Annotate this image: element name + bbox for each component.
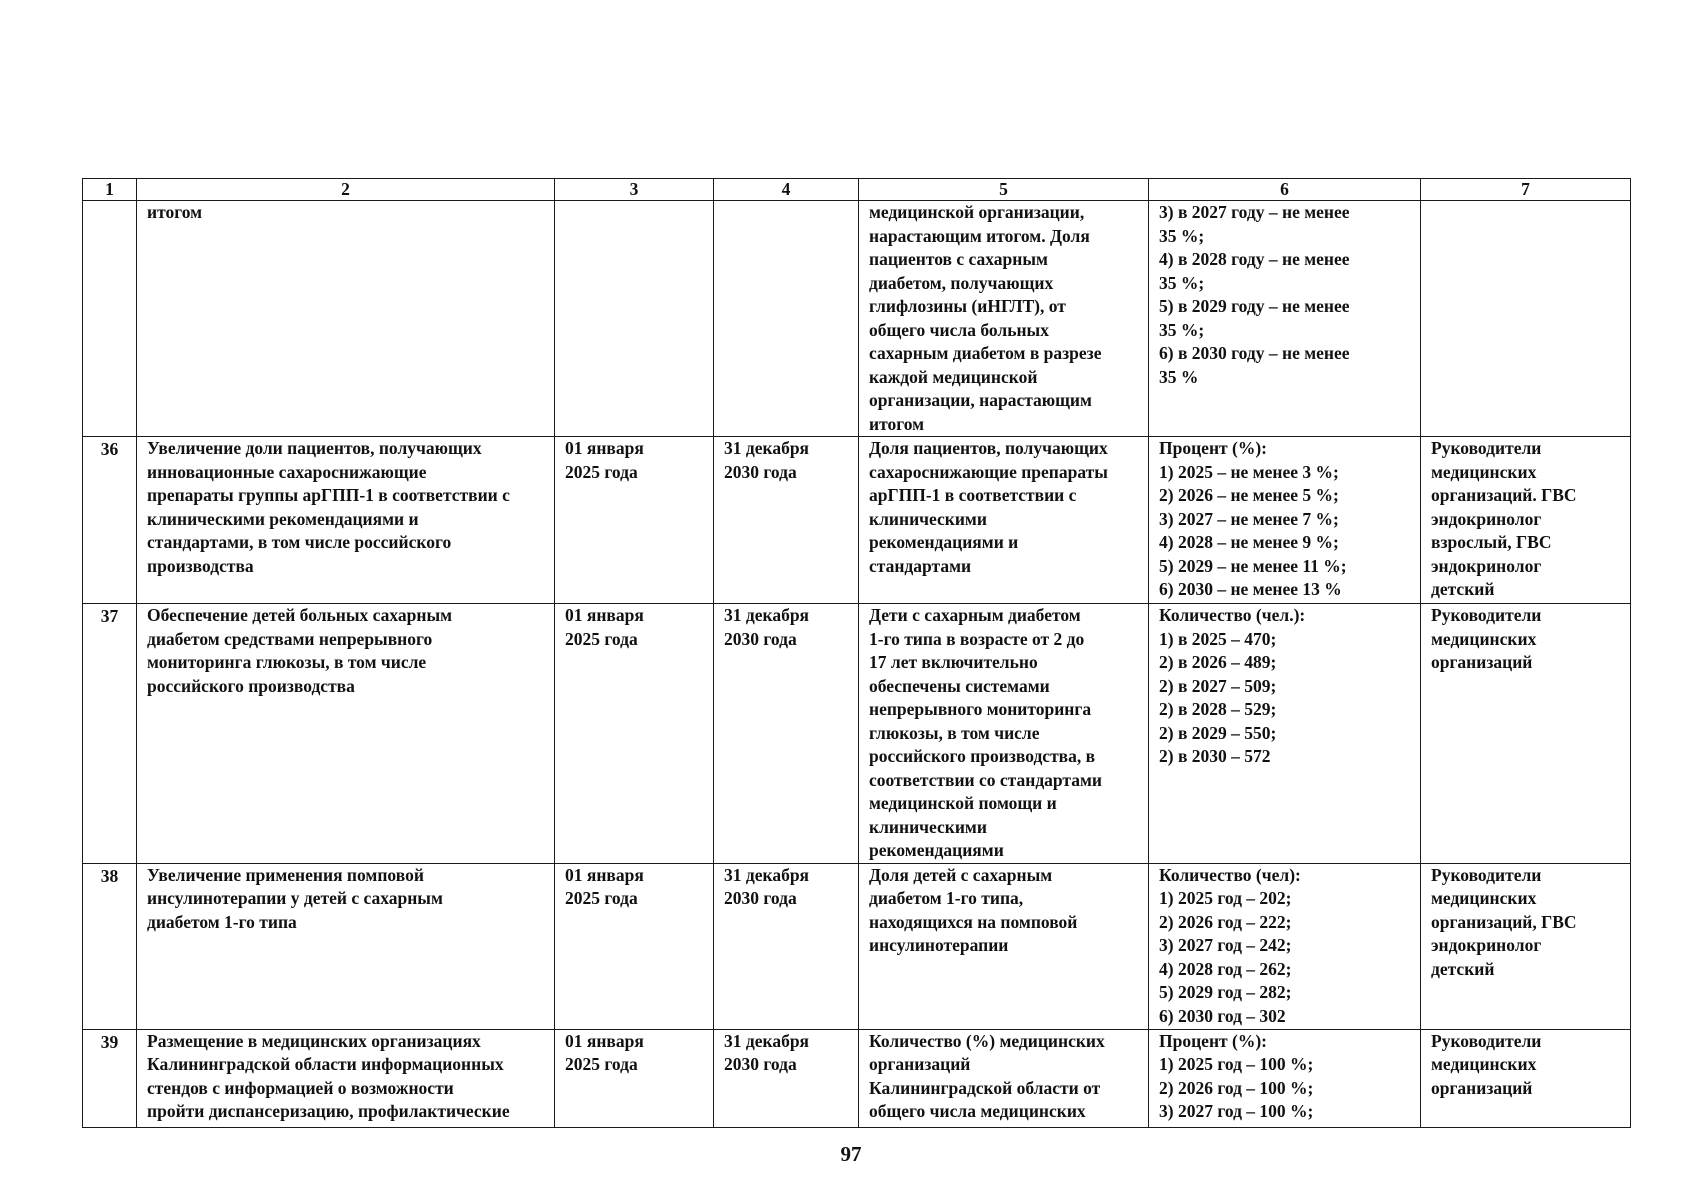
cell-text-line: диабетом 1-го типа,: [869, 888, 1024, 908]
cell-text-line: клиническими: [869, 508, 987, 529]
cell-text-line: соответствии со стандартами: [869, 769, 1102, 790]
target-values-cell: [1149, 1029, 1421, 1127]
cell-text-line: 2) 2026 год – 222;: [1159, 911, 1292, 932]
cell-text-line: пациентов с сахарным: [869, 249, 1048, 269]
task-cell: [137, 604, 555, 864]
cell-text-line: 2) в 2029 – 550;: [1159, 722, 1277, 743]
cell-text-line: обеспечены системами: [869, 675, 1050, 696]
table-row: [83, 437, 1631, 604]
cell-text-line: инновационные сахароснижающие: [147, 461, 427, 482]
cell-text-line: каждой медицинской: [869, 366, 1038, 387]
cell-text-line: диабетом 1-го типа: [147, 911, 297, 932]
table-row: [83, 863, 1631, 1029]
cell-text-line: 2025 года: [565, 461, 638, 482]
cell-text-line: стандартами, в том числе российского: [147, 532, 452, 552]
cell-text-line: 01 января: [565, 438, 644, 458]
cell-text-line: 3) в 2027 году – не менее: [1159, 202, 1350, 222]
cell-text-line: непрерывного мониторинга: [869, 699, 1092, 719]
cell-text-line: рекомендациями и: [869, 532, 1019, 552]
task-cell: [137, 863, 555, 1029]
cell-text-line: общего числа больных: [869, 319, 1049, 340]
cell-text-line: 2) 2026 – не менее 5 %;: [1159, 485, 1339, 505]
cell-text-line: инсулинотерапии у детей с сахарным: [147, 888, 443, 908]
target-values-cell: [1149, 863, 1421, 1029]
cell-text-line: пройти диспансеризацию, профилактические: [147, 1101, 510, 1121]
responsible-cell: [1421, 863, 1631, 1029]
cell-text-line: 2030 года: [724, 628, 797, 649]
header-cell: 2: [137, 179, 555, 201]
cell-text-line: 2030 года: [724, 461, 797, 482]
cell-text-line: медицинских: [1431, 461, 1537, 482]
cell-text-line: находящихся на помповой: [869, 911, 1078, 932]
cell-text-line: Увеличение применения помповой: [147, 864, 424, 885]
cell-text-line: Количество (чел.):: [1159, 605, 1306, 625]
indicator-cell: [859, 604, 1149, 864]
cell-text-line: 5) 2029 год – 282;: [1159, 982, 1292, 1002]
cell-text-line: 2) в 2027 – 509;: [1159, 675, 1277, 696]
cell-text-line: итогом: [869, 413, 925, 434]
cell-text-line: 1) 2025 год – 202;: [1159, 888, 1292, 908]
cell-text-line: медицинских: [1431, 888, 1537, 908]
cell-text-line: 2030 года: [724, 1054, 797, 1074]
cell-text-line: организаций: [1431, 1077, 1533, 1098]
cell-text-line: Количество (чел):: [1159, 864, 1301, 885]
cell-text-line: глифлозины (иНГЛТ), от: [869, 296, 1066, 316]
cell-text-line: Дети с сахарным диабетом: [869, 605, 1081, 625]
responsible-cell: [1421, 604, 1631, 864]
cell-text-line: 01 января: [565, 1030, 644, 1051]
cell-text-line: 3) 2027 год – 100 %;: [1159, 1101, 1314, 1121]
cell-text-line: арГПП-1 в соответствии с: [869, 485, 1077, 505]
cell-text-line: 5) 2029 – не менее 11 %;: [1159, 555, 1347, 576]
cell-text-line: 31 декабря: [724, 1030, 810, 1051]
cell-text-line: Руководители: [1431, 605, 1542, 625]
cell-text-line: 1) в 2025 – 470;: [1159, 628, 1277, 649]
cell-text-line: эндокринолог: [1431, 508, 1542, 529]
header-row: [83, 179, 1631, 201]
start-date-cell: [555, 201, 714, 437]
target-values-cell: [1149, 604, 1421, 864]
cell-text-line: российского производства, в: [869, 746, 1096, 766]
cell-text-line: 31 декабря: [724, 864, 810, 885]
cell-text-line: 3) 2027 год – 242;: [1159, 935, 1292, 955]
cell-text-line: производства: [147, 555, 254, 576]
cell-text-line: медицинских: [1431, 628, 1537, 649]
start-date-cell: [555, 437, 714, 604]
cell-text-line: Руководители: [1431, 438, 1542, 458]
cell-text-line: 1) 2025 год – 100 %;: [1159, 1054, 1314, 1074]
cell-text-line: 2) в 2028 – 529;: [1159, 699, 1277, 719]
responsible-cell: [1421, 201, 1631, 437]
header-cell: 7: [1421, 179, 1631, 201]
task-cell: [137, 437, 555, 604]
cell-text-line: детский: [1431, 958, 1495, 979]
indicator-cell: [859, 437, 1149, 604]
cell-text-line: сахароснижающие препараты: [869, 461, 1108, 482]
table-row: [83, 604, 1631, 864]
end-date-cell: [714, 604, 859, 864]
indicator-cell: [859, 1029, 1149, 1127]
cell-text-line: организаций: [1431, 652, 1533, 672]
cell-text-line: 6) в 2030 году – не менее: [1159, 343, 1350, 363]
cell-text-line: российского производства: [147, 675, 355, 696]
cell-text-line: эндокринолог: [1431, 555, 1542, 576]
cell-text-line: нарастающим итогом. Доля: [869, 225, 1090, 246]
cell-text-line: 17 лет включительно: [869, 652, 1038, 672]
row-number-cell: [83, 201, 137, 437]
table-body: [83, 201, 1631, 1128]
cell-text-line: стандартами: [869, 555, 972, 576]
cell-text-line: медицинской помощи и: [869, 793, 1057, 813]
cell-text-line: взрослый, ГВС: [1431, 532, 1552, 552]
cell-text-line: глюкозы, в том числе: [869, 722, 1040, 743]
row-number-cell: 36: [83, 437, 137, 604]
cell-text-line: 2025 года: [565, 1054, 638, 1074]
end-date-cell: [714, 437, 859, 604]
cell-text-line: 35 %;: [1159, 225, 1205, 246]
cell-text-line: эндокринолог: [1431, 935, 1542, 955]
cell-text-line: 6) 2030 – не менее 13 %: [1159, 579, 1342, 599]
cell-text-line: 35 %;: [1159, 319, 1205, 340]
cell-text-line: 2030 года: [724, 888, 797, 908]
cell-text-line: рекомендациями: [869, 840, 1004, 860]
cell-text-line: итогом: [147, 202, 203, 222]
end-date-cell: [714, 1029, 859, 1127]
header-cell: 3: [555, 179, 714, 201]
target-values-cell: [1149, 201, 1421, 437]
indicator-cell: [859, 863, 1149, 1029]
cell-text-line: 01 января: [565, 864, 644, 885]
plan-table: [82, 178, 1631, 1128]
cell-text-line: организации, нарастающим: [869, 390, 1092, 410]
start-date-cell: [555, 1029, 714, 1127]
indicator-cell: [859, 201, 1149, 437]
cell-text-line: 6) 2030 год – 302: [1159, 1005, 1286, 1026]
cell-text-line: 01 января: [565, 605, 644, 625]
cell-text-line: Количество (%) медицинских: [869, 1030, 1105, 1051]
cell-text-line: Калининградской области от: [869, 1077, 1101, 1098]
cell-text-line: 2025 года: [565, 888, 638, 908]
cell-text-line: 3) 2027 – не менее 7 %;: [1159, 508, 1339, 529]
cell-text-line: инсулинотерапии: [869, 935, 1009, 955]
cell-text-line: диабетом, получающих: [869, 272, 1054, 293]
cell-text-line: 35 %: [1159, 366, 1199, 387]
cell-text-line: организаций. ГВС: [1431, 485, 1577, 505]
cell-text-line: 2025 года: [565, 628, 638, 649]
responsible-cell: [1421, 437, 1631, 604]
cell-text-line: клиническими рекомендациями и: [147, 508, 419, 529]
table-row: [83, 1029, 1631, 1127]
cell-text-line: 35 %;: [1159, 272, 1205, 293]
row-number-cell: 39: [83, 1029, 137, 1127]
row-number-cell: 37: [83, 604, 137, 864]
task-cell: [137, 1029, 555, 1127]
row-number-cell: 38: [83, 863, 137, 1029]
header-cell: 5: [859, 179, 1149, 201]
cell-text-line: Руководители: [1431, 864, 1542, 885]
header-cell: 4: [714, 179, 859, 201]
cell-text-line: Увеличение доли пациентов, получающих: [147, 438, 482, 458]
cell-text-line: 5) в 2029 году – не менее: [1159, 296, 1350, 316]
cell-text-line: 2) 2026 год – 100 %;: [1159, 1077, 1314, 1098]
cell-text-line: 1-го типа в возрасте от 2 до: [869, 628, 1085, 649]
end-date-cell: [714, 863, 859, 1029]
cell-text-line: 31 декабря: [724, 605, 810, 625]
start-date-cell: [555, 604, 714, 864]
cell-text-line: 2) в 2030 – 572: [1159, 746, 1271, 766]
page-number: 97: [840, 1142, 862, 1166]
cell-text-line: препараты группы арГПП-1 в соответствии с: [147, 485, 510, 505]
cell-text-line: Руководители: [1431, 1030, 1542, 1051]
cell-text-line: 4) в 2028 году – не менее: [1159, 249, 1350, 269]
cell-text-line: 1) 2025 – не менее 3 %;: [1159, 461, 1339, 482]
cell-text-line: организаций: [869, 1054, 971, 1074]
cell-text-line: медицинской организации,: [869, 202, 1085, 222]
header-cell: 6: [1149, 179, 1421, 201]
cell-text-line: Калининградской области информационных: [147, 1054, 504, 1074]
task-cell: [137, 201, 555, 437]
cell-text-line: 4) 2028 – не менее 9 %;: [1159, 532, 1339, 552]
cell-text-line: организаций, ГВС: [1431, 911, 1577, 932]
table-row: [83, 201, 1631, 437]
cell-text-line: Размещение в медицинских организациях: [147, 1030, 481, 1051]
cell-text-line: стендов с информацией о возможности: [147, 1077, 454, 1098]
cell-text-line: 4) 2028 год – 262;: [1159, 958, 1292, 979]
cell-text-line: общего числа медицинских: [869, 1101, 1086, 1121]
cell-text-line: Процент (%):: [1159, 438, 1267, 458]
cell-text-line: диабетом средствами непрерывного: [147, 628, 433, 649]
cell-text-line: 2) в 2026 – 489;: [1159, 652, 1277, 672]
cell-text-line: клиническими: [869, 816, 987, 837]
cell-text-line: Доля детей с сахарным: [869, 864, 1053, 885]
cell-text-line: медицинских: [1431, 1054, 1537, 1074]
cell-text-line: Обеспечение детей больных сахарным: [147, 605, 453, 625]
cell-text-line: Процент (%):: [1159, 1030, 1267, 1051]
end-date-cell: [714, 201, 859, 437]
cell-text-line: сахарным диабетом в разрезе: [869, 343, 1102, 363]
cell-text-line: 31 декабря: [724, 438, 810, 458]
start-date-cell: [555, 863, 714, 1029]
cell-text-line: мониторинга глюкозы, в том числе: [147, 652, 427, 672]
target-values-cell: [1149, 437, 1421, 604]
cell-text-line: детский: [1431, 579, 1495, 599]
cell-text-line: Доля пациентов, получающих: [869, 438, 1108, 458]
header-cell: 1: [83, 179, 137, 201]
responsible-cell: [1421, 1029, 1631, 1127]
